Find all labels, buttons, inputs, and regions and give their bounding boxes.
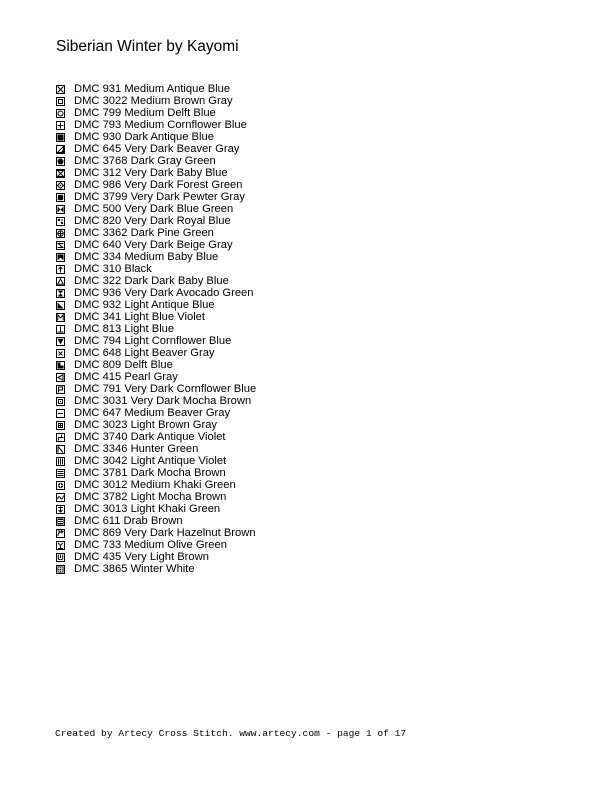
diamond-symbol-icon	[56, 181, 65, 190]
legend-item	[56, 203, 256, 215]
legend-item-label: DMC 640 Very Dark Beige Gray	[74, 239, 233, 251]
legend-item	[56, 479, 256, 491]
u-symbol-icon	[56, 553, 65, 562]
ring-plus-symbol-icon	[56, 229, 65, 238]
vertical-bars-symbol-icon	[56, 457, 65, 466]
legend-item	[56, 419, 256, 431]
legend-item-label: DMC 3781 Dark Mocha Brown	[74, 467, 226, 479]
legend-item-label: DMC 3799 Very Dark Pewter Gray	[74, 191, 245, 203]
legend-item-label: DMC 820 Very Dark Royal Blue	[74, 215, 231, 227]
legend-item-label: DMC 648 Light Beaver Gray	[74, 347, 215, 359]
legend-item-label: DMC 3740 Dark Antique Violet	[74, 431, 226, 443]
filled-circle-symbol-icon	[56, 157, 65, 166]
starburst-symbol-icon	[56, 481, 65, 490]
legend-item	[56, 539, 256, 551]
filled-hourglass-symbol-icon	[56, 289, 65, 298]
left-triangle-symbol-icon	[56, 373, 65, 382]
hourglass-symbol-icon	[56, 169, 65, 178]
dots-symbol-icon	[56, 217, 65, 226]
legend-item	[56, 551, 256, 563]
rounded-square-symbol-icon	[56, 193, 65, 202]
legend-item	[56, 119, 256, 131]
triangle-outline-symbol-icon	[56, 277, 65, 286]
filled-chevron-symbol-icon	[56, 253, 65, 262]
legend-item	[56, 299, 256, 311]
legend-item	[56, 503, 256, 515]
legend-item	[56, 191, 256, 203]
legend-item-label: DMC 733 Medium Olive Green	[74, 539, 227, 551]
legend-item-label: DMC 936 Very Dark Avocado Green	[74, 287, 254, 299]
arrow-up-symbol-icon	[56, 265, 65, 274]
wave-symbol-icon	[56, 493, 65, 502]
legend-item-label: DMC 793 Medium Cornflower Blue	[74, 119, 247, 131]
legend-item-label: DMC 931 Medium Antique Blue	[74, 83, 231, 95]
legend-item	[56, 323, 256, 335]
legend-item-label: DMC 3362 Dark Pine Green	[74, 227, 214, 239]
legend-item	[56, 239, 256, 251]
legend-item	[56, 443, 256, 455]
legend-item-label: DMC 611 Drab Brown	[74, 515, 183, 527]
legend-item	[56, 311, 256, 323]
legend-item	[56, 491, 256, 503]
legend-item-label: DMC 794 Light Cornflower Blue	[74, 335, 232, 347]
legend-item	[56, 83, 256, 95]
legend-item-label: DMC 647 Medium Beaver Gray	[74, 407, 231, 419]
dot-square-symbol-icon	[56, 397, 65, 406]
legend-item	[56, 95, 256, 107]
legend-item-label: DMC 791 Very Dark Cornflower Blue	[74, 383, 257, 395]
floss-legend	[56, 83, 256, 575]
page-footer: Created by Artecy Cross Stitch. www.artecy.com - page 1 of 17	[55, 728, 407, 739]
legend-item	[56, 395, 256, 407]
legend-item	[56, 131, 256, 143]
corner-triangle-symbol-icon	[56, 301, 65, 310]
legend-item	[56, 227, 256, 239]
down-arrow-symbol-icon	[56, 505, 65, 514]
square-outline-symbol-icon	[56, 97, 65, 106]
legend-item	[56, 143, 256, 155]
legend-item-label: DMC 930 Dark Antique Blue	[74, 131, 214, 143]
legend-item-label: DMC 3865 Winter White	[74, 563, 195, 575]
legend-item-label: DMC 3768 Dark Gray Green	[74, 155, 216, 167]
half-triangle-symbol-icon	[56, 145, 65, 154]
legend-item-label: DMC 500 Very Dark Blue Green	[74, 203, 234, 215]
legend-item-label: DMC 645 Very Dark Beaver Gray	[74, 143, 240, 155]
legend-item	[56, 179, 256, 191]
legend-item-label: DMC 312 Very Dark Baby Blue	[74, 167, 228, 179]
grid-square-symbol-icon	[56, 421, 65, 430]
legend-item-label: DMC 3042 Light Antique Violet	[74, 455, 227, 467]
legend-item-label: DMC 3013 Light Khaki Green	[74, 503, 221, 515]
legend-item-label: DMC 809 Delft Blue	[74, 359, 173, 371]
x-symbol-icon	[56, 85, 65, 94]
filled-down-triangle-symbol-icon	[56, 337, 65, 346]
m-symbol-icon	[56, 313, 65, 322]
horizontal-lines-symbol-icon	[56, 469, 65, 478]
legend-item	[56, 371, 256, 383]
diagonal-bars-symbol-icon	[56, 241, 65, 250]
y-symbol-icon	[56, 541, 65, 550]
legend-item-label: DMC 799 Medium Delft Blue	[74, 107, 216, 119]
legend-item	[56, 467, 256, 479]
diagonal-line-symbol-icon	[56, 445, 65, 454]
legend-item	[56, 383, 256, 395]
legend-item	[56, 335, 256, 347]
legend-item	[56, 251, 256, 263]
legend-item-label: DMC 813 Light Blue	[74, 323, 175, 335]
legend-item	[56, 563, 256, 575]
legend-item-label: DMC 3023 Light Brown Gray	[74, 419, 218, 431]
legend-item	[56, 431, 256, 443]
plus-symbol-icon	[56, 121, 65, 130]
legend-item	[56, 215, 256, 227]
legend-item-label: DMC 3012 Medium Khaki Green	[74, 479, 236, 491]
filled-lines-symbol-icon	[56, 517, 65, 526]
bracket-symbol-icon	[56, 433, 65, 442]
inverted-t-symbol-icon	[56, 325, 65, 334]
legend-item	[56, 155, 256, 167]
legend-item-label: DMC 435 Very Light Brown	[74, 551, 209, 563]
legend-item	[56, 167, 256, 179]
legend-item-label: DMC 341 Light Blue Violet	[74, 311, 206, 323]
curved-arrow-symbol-icon	[56, 529, 65, 538]
steps-symbol-icon	[56, 361, 65, 370]
cross-grid-symbol-icon	[56, 565, 65, 574]
legend-item-label: DMC 3031 Very Dark Mocha Brown	[74, 395, 252, 407]
page-title: Siberian Winter by Kayomi	[56, 38, 239, 55]
legend-item	[56, 287, 256, 299]
p-symbol-icon	[56, 385, 65, 394]
legend-item	[56, 347, 256, 359]
legend-item	[56, 107, 256, 119]
circle-symbol-icon	[56, 109, 65, 118]
legend-item-label: DMC 932 Light Antique Blue	[74, 299, 215, 311]
legend-item-label: DMC 3022 Medium Brown Gray	[74, 95, 233, 107]
bowtie-symbol-icon	[56, 205, 65, 214]
filled-square-symbol-icon	[56, 133, 65, 142]
legend-item-label: DMC 310 Black	[74, 263, 152, 275]
legend-item-label: DMC 334 Medium Baby Blue	[74, 251, 219, 263]
legend-item	[56, 455, 256, 467]
legend-item	[56, 527, 256, 539]
legend-item-label: DMC 3782 Light Mocha Brown	[74, 491, 227, 503]
legend-item	[56, 359, 256, 371]
legend-item-label: DMC 322 Dark Dark Baby Blue	[74, 275, 229, 287]
legend-item	[56, 515, 256, 527]
legend-item-label: DMC 986 Very Dark Forest Green	[74, 179, 243, 191]
legend-item-label: DMC 3346 Hunter Green	[74, 443, 199, 455]
dash-symbol-icon	[56, 409, 65, 418]
legend-item	[56, 407, 256, 419]
legend-item-label: DMC 415 Pearl Gray	[74, 371, 178, 383]
legend-item	[56, 263, 256, 275]
legend-item-label: DMC 869 Very Dark Hazelnut Brown	[74, 527, 256, 539]
x-small-symbol-icon	[56, 349, 65, 358]
legend-item	[56, 275, 256, 287]
